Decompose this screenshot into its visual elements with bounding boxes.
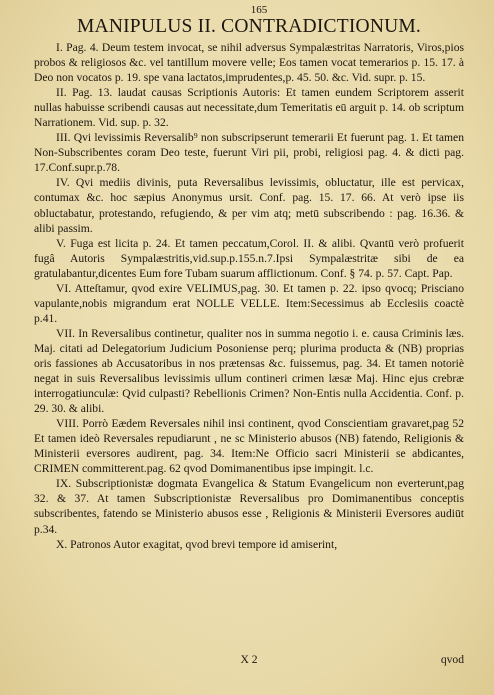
paragraph-entry: IX. Subscriptionistæ dogmata Evangelica & Statum Evangelicum non everterunt,pag 32. & 37. At tamen Subscriptionistæ Reversalibus pro Domimanentibus conceptis subscribentes, fatendo se Ministerio abusos esse , Religionis & Ministerii Eversores audiūt p.34. <box>34 477 464 536</box>
paragraph-entry: V. Fuga est licita p. 24. Et tamen peccatum,Corol. II. & alibi. Qvantū verò profuerit fugâ Autoris Sympalæstritis,vid.sup.p.155.n.7.Ipsi Sympalæstritæ sibi de ea gratulabantur,dicentes Eum fore Tubam suarum afflictionum. Conf. § 74. p. 57. Capt. Pap. <box>34 236 464 280</box>
paragraph-entry: IV. Qvi mediis divinis, puta Reversalibus levissimis, obluctatur, ille est pervicax, contumax &c. hoc sæpius Anonymus ursit. Conf. pag. 15. 17. 66. At verò ipse iis obluctabatur, protestando, refugiendo, & per vim atq; metū subscribendo : pag. 16.36. & alibi passim. <box>34 176 464 235</box>
paragraph-entry: VIII. Porrò Eædem Reversales nihil insi continent, qvod Conscientiam gravaret,pag 52 Et tamen ideò Reversales repudiarunt , ne sc Ministerio abusos (NB) fatendo, Religionis & Ministerii eversores audirent, pag. 34. Item:Ne Officio sacri Ministerii se abdicantes, CRIMEN committerent.pag. 62 qvod Domimanentibus ipse impingit. l.c. <box>34 417 464 476</box>
signature-mark: X 2 <box>240 653 258 666</box>
paragraph-entry: VII. In Reversalibus continetur, qualiter nos in summa negotio i. e. causa Criminis læs. Maj. citati ad Delegatorium Judicium Posoniense perq; plurima producta & (NB) proprias oris fassiones ab Accusatoribus in nos prætensas &c. fuissemus, pag. 34. Et tamen notoriè negat in suis Reversalibus levissimis ullum contineri crimen læsæ Maj. Hinc ejus crebræ interrogatiunculæ: Qvid culpasti? Rebellionis Crimen? Non-Entis nulla Accidentia. Conf. p. 29. 30. & alibi. <box>34 326 464 416</box>
page-footer <box>34 652 464 667</box>
page-number: 165 <box>250 4 268 16</box>
catchword: qvod <box>440 653 464 666</box>
paragraph-entry: III. Qvi levissimis Reversalib⁹ non subscripserunt temerarii Et fuerunt pag. 1. Et tamen Non-Subscribentes coram Deo teste, fuerunt Viri pii, probi, religiosi pag. 4. & dicti pag. 17.Conf.supr.p.78. <box>34 131 464 175</box>
paragraph-entry: I. Pag. 4. Deum testem invocat, se nihil adversus Sympalæstritas Narratoris, Viros,pios probos & religiosos &c. vel tantillum movere velle; Eos tamen vocat temerarios p. 15. 17. à Deo non vocatos p. 19. spe vana lactatos,imprudentes,p. 45. 50. &c. Vid. supr. p. 15. <box>34 41 464 85</box>
paragraph-entry: II. Pag. 13. laudat causas Scriptionis Autoris: Et tamen eundem Scriptorem asserit nullas habuisse scribendi causas aut necessitate,dum Temeritatis eū arguit p. 14. ob scriptum Narrationem. Vid. sup. p. 32. <box>34 86 464 130</box>
page-title: MANIPULUS II. CONTRADICTIONUM. <box>77 16 421 37</box>
paragraph-entry: VI. Atteſtamur, qvod exire VELIMUS,pag. 30. Et tamen p. 22. ipso qvocq; Prisciano vapulante,nobis migrandum erat NOLLE VELLE. Item:Secessimus ab Ecclesiis coactè p.41. <box>34 281 464 325</box>
paragraph-entry: X. Patronos Autor exagitat, qvod brevi tempore id amiserint, <box>56 537 338 551</box>
